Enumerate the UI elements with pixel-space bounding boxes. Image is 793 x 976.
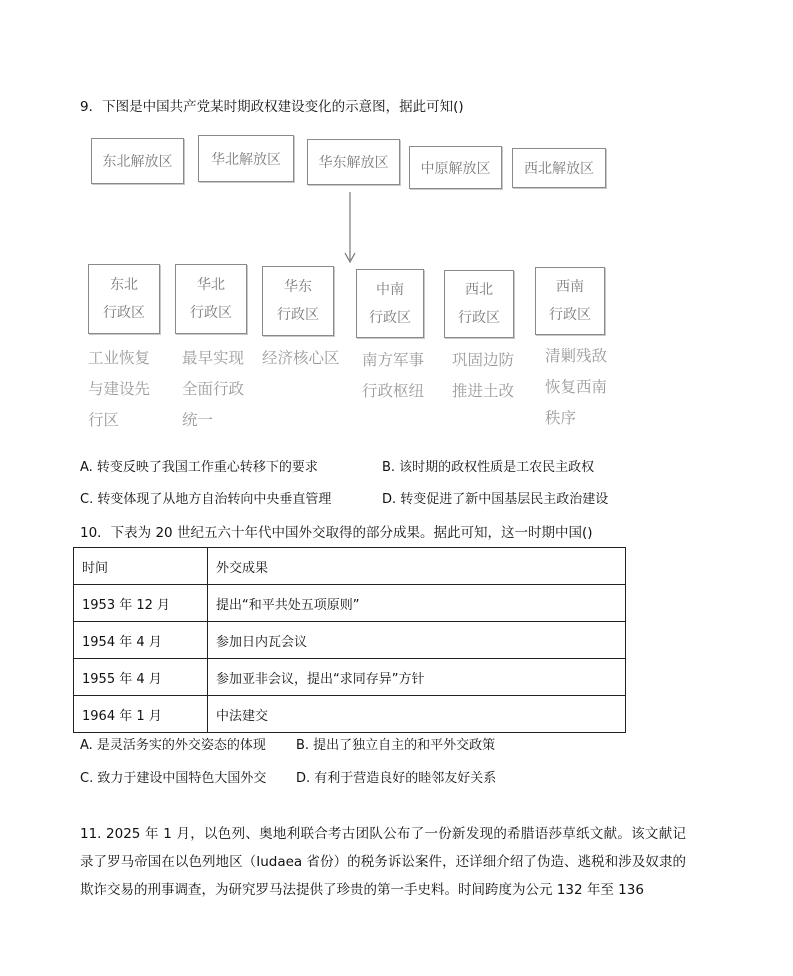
region-description: 经济核心区 bbox=[262, 349, 340, 367]
table-row bbox=[74, 659, 626, 696]
admin-label-line1: 西南 bbox=[556, 279, 584, 295]
admin-box-east bbox=[262, 266, 334, 336]
table-cell-time: 1953 年 12 月 bbox=[74, 585, 208, 622]
table-cell-achievement: 提出“和平共处五项原则” bbox=[208, 585, 626, 622]
admin-label-line2: 行政区 bbox=[549, 307, 591, 323]
region-description: 巩固边防 推进土改 bbox=[452, 351, 515, 400]
table-row bbox=[74, 585, 626, 622]
admin-label-line2: 行政区 bbox=[458, 310, 500, 326]
region-description: 工业恢复 与建设先 行区 bbox=[88, 349, 151, 429]
admin-label-line1: 西北 bbox=[465, 282, 493, 298]
admin-box-northwest bbox=[444, 270, 514, 338]
admin-label-line2: 行政区 bbox=[369, 309, 411, 326]
admin-box-central-south bbox=[356, 269, 424, 338]
diplomacy-table bbox=[73, 547, 626, 733]
down-arrow-icon bbox=[340, 190, 360, 268]
table-cell-achievement: 参加亚非会议，提出“求同存异”方针 bbox=[208, 659, 626, 696]
q10-option-d[interactable]: D. 有利于营造良好的睦邻友好关系 bbox=[296, 771, 497, 786]
region-box-central-plains: 中原解放区 bbox=[409, 146, 502, 189]
q11-stem: 11. 2025 年 1 月，以色列、奥地利联合考古团队公布了一份新发现的希腊语莎草纸文献。该文献记录了罗马帝国在以色列地区（Iudaea 省份）的税务诉讼案件，还详细介绍了伪造、逃税和涉及奴隶的欺诈交易的刑事调查，为研究罗马法提供了珍贵的第一手史料。时间跨度为公元 132 年至 136 bbox=[80, 826, 686, 898]
table-header-cell: 外交成果 bbox=[208, 548, 626, 585]
region-box-northeast: 东北解放区 bbox=[91, 138, 184, 184]
table-cell-time: 1964 年 1 月 bbox=[74, 696, 208, 733]
table-row bbox=[74, 696, 626, 733]
q10-option-c[interactable]: C. 致力于建设中国特色大国外交 bbox=[80, 771, 267, 786]
admin-label-line2: 行政区 bbox=[277, 307, 319, 323]
q9-option-a[interactable]: A. 转变反映了我国工作重心转移下的要求 bbox=[80, 460, 318, 475]
q10-option-b[interactable]: B. 提出了独立自主的和平外交政策 bbox=[296, 738, 496, 753]
q10-stem: 10．下表为 20 世纪五六十年代中国外交取得的部分成果。据此可知，这一时期中国() bbox=[80, 525, 593, 541]
region-box-north: 华北解放区 bbox=[198, 135, 294, 182]
q9-stem: 9．下图是中国共产党某时期政权建设变化的示意图，据此可知() bbox=[80, 99, 464, 115]
admin-label-line1: 东北 bbox=[110, 277, 138, 293]
q10-option-a[interactable]: A. 是灵活务实的外交姿态的体现 bbox=[80, 738, 266, 753]
admin-label-line2: 行政区 bbox=[103, 305, 145, 321]
table-header-cell: 时间 bbox=[74, 548, 208, 585]
table-cell-time: 1955 年 4 月 bbox=[74, 659, 208, 696]
admin-label-line1: 中南 bbox=[376, 281, 404, 298]
admin-label-line1: 华北 bbox=[197, 277, 225, 293]
admin-box-southwest bbox=[535, 267, 605, 335]
region-description: 清剿残敌 恢复西南 秩序 bbox=[545, 347, 608, 427]
table-cell-achievement: 中法建交 bbox=[208, 696, 626, 733]
table-cell-achievement: 参加日内瓦会议 bbox=[208, 622, 626, 659]
region-description: 最早实现 全面行政 统一 bbox=[182, 349, 245, 429]
region-description: 南方军事 行政枢纽 bbox=[362, 351, 425, 400]
admin-label-line2: 行政区 bbox=[190, 305, 232, 321]
table-cell-time: 1954 年 4 月 bbox=[74, 622, 208, 659]
admin-label-line1: 华东 bbox=[284, 279, 312, 295]
admin-box-north bbox=[175, 264, 247, 334]
table-row bbox=[74, 622, 626, 659]
q9-option-c[interactable]: C. 转变体现了从地方自治转向中央垂直管理 bbox=[80, 492, 332, 507]
q9-option-d[interactable]: D. 转变促进了新中国基层民主政治建设 bbox=[382, 492, 609, 507]
region-box-northwest: 西北解放区 bbox=[512, 148, 606, 188]
region-box-east: 华东解放区 bbox=[307, 139, 400, 185]
q9-option-b[interactable]: B. 该时期的政权性质是工农民主政权 bbox=[382, 460, 595, 475]
table-header-row bbox=[74, 548, 626, 585]
admin-box-northeast bbox=[88, 264, 160, 334]
